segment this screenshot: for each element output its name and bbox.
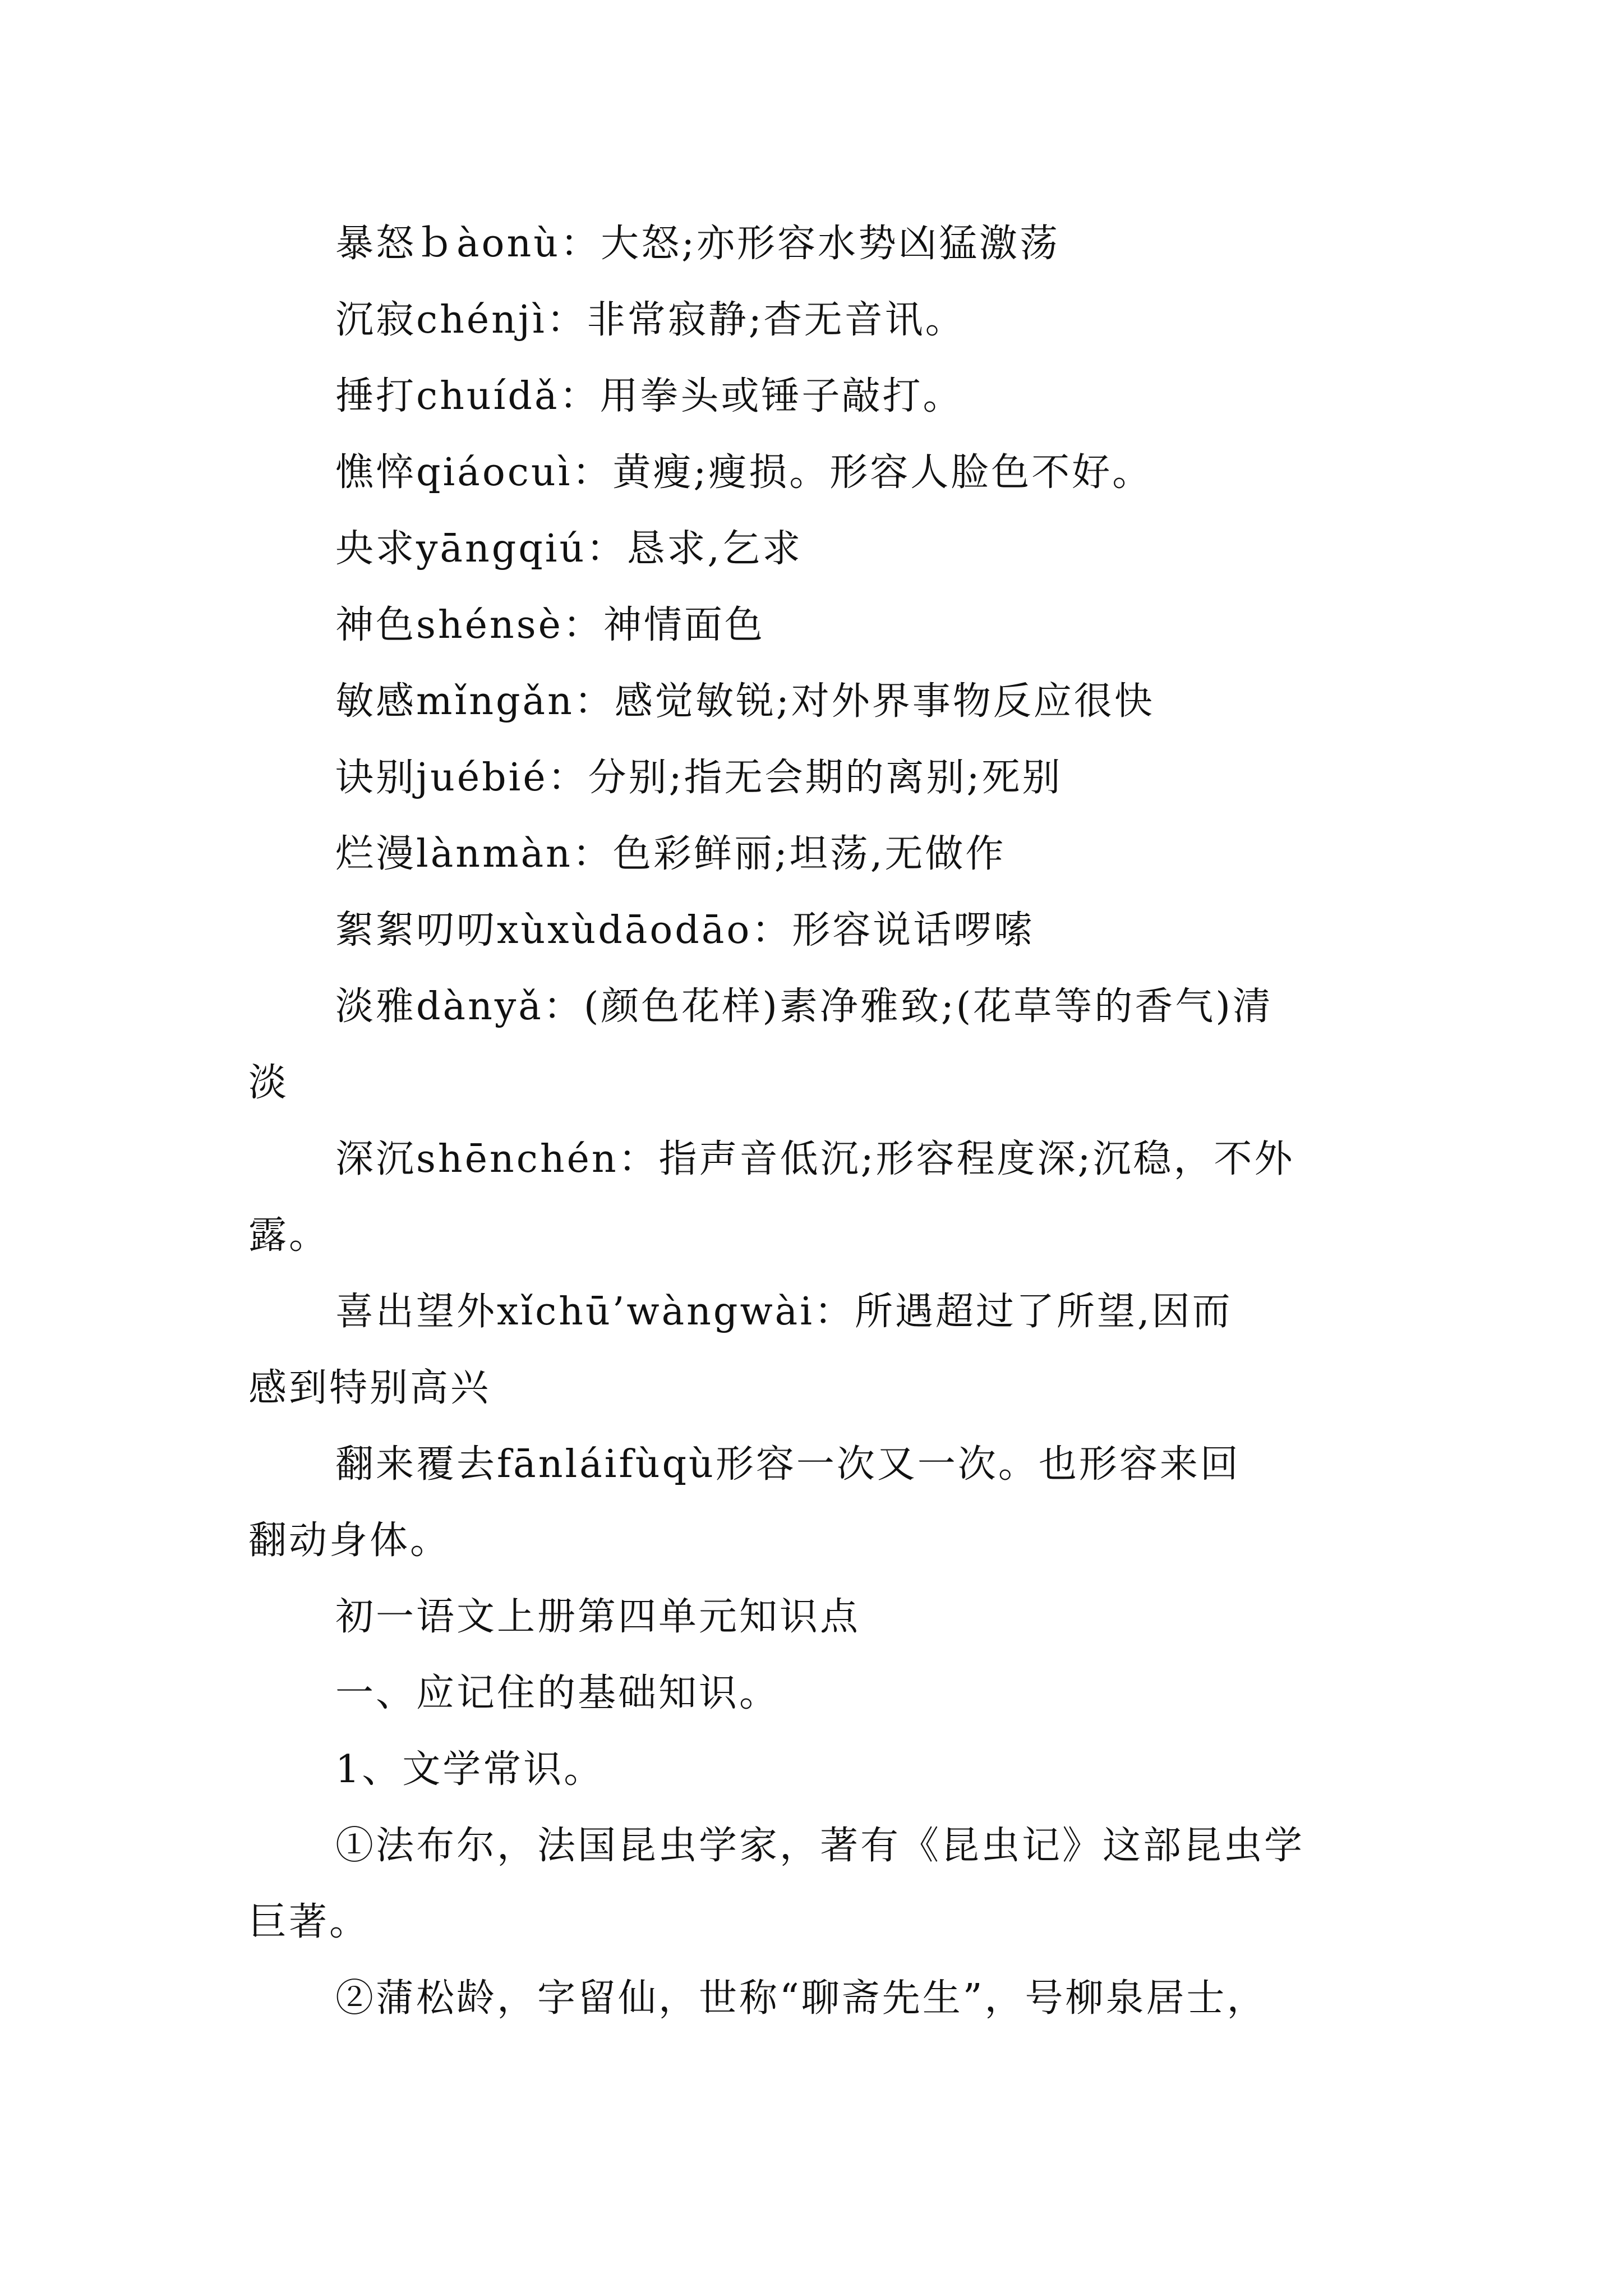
- text-line: 感到特别高兴: [248, 1366, 491, 1410]
- section-heading: 初一语文上册第四单元知识点: [335, 1595, 861, 1639]
- text-line: 憔悴qiáocuì：黄瘦;瘦损。形容人脸色不好。: [335, 450, 1153, 495]
- text-line: 捶打chuídǎ：用拳头或锤子敲打。: [335, 374, 963, 418]
- text-line: 沉寂chénjì：非常寂静;杳无音讯。: [335, 298, 966, 342]
- text-line: 诀别juébié：分别;指无会期的离别;死别: [335, 756, 1063, 800]
- text-line: ①法布尔，法国昆虫学家，著有《昆虫记》这部昆虫学: [335, 1824, 1305, 1868]
- text-line: 喜出望外xǐchū’wàngwài：所遇超过了所望,因而: [335, 1290, 1233, 1334]
- text-line: 翻来覆去fānláifùqù形容一次又一次。也形容来回: [335, 1442, 1241, 1487]
- text-line: 央求yāngqiú：恳求,乞求: [335, 527, 803, 571]
- subsection-heading: 一、应记住的基础知识。: [335, 1671, 780, 1715]
- text-line: 烂漫lànmàn：色彩鲜丽;坦荡,无做作: [335, 832, 1006, 876]
- text-line: 淡: [248, 1061, 289, 1105]
- text-line: 絮絮叨叨xùxùdāodāo：形容说话啰嗦: [335, 908, 1035, 953]
- text-line: 巨著。: [248, 1900, 370, 1944]
- text-line: 露。: [248, 1213, 330, 1258]
- text-line: 神色shénsè：神情面色: [335, 603, 765, 647]
- text-line: 敏感mǐngǎn：感觉敏锐;对外界事物反应很快: [335, 679, 1155, 724]
- item-heading: 1、文学常识。: [335, 1747, 605, 1792]
- text-line: ②蒲松龄，字留仙，世称“聊斋先生”，号柳泉居士，: [335, 1976, 1267, 2021]
- text-line: 翻动身体。: [248, 1519, 451, 1563]
- text-line: 淡雅dànyǎ：(颜色花样)素净雅致;(花草等的香气)清: [335, 984, 1273, 1029]
- text-line: 暴怒ｂàonù：大怒;亦形容水势凶猛激荡: [335, 222, 1060, 266]
- text-line: 深沉shēnchén：指声音低沉;形容程度深;沉稳，不外: [335, 1137, 1295, 1181]
